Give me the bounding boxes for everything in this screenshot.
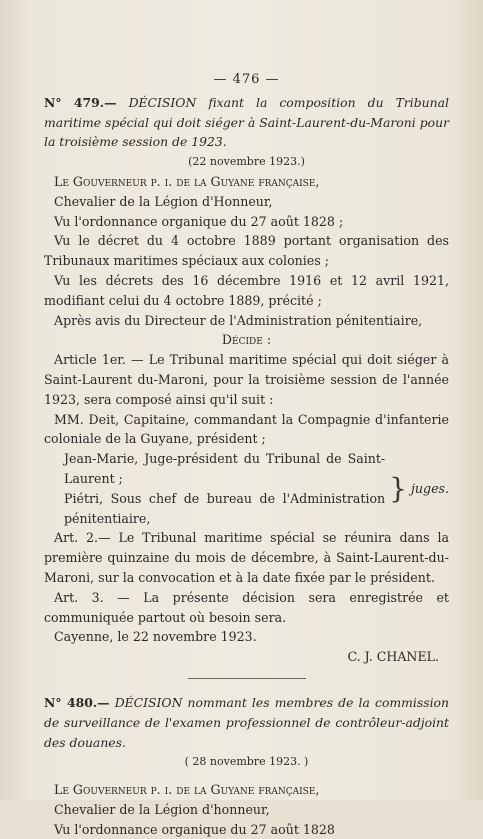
section-divider <box>188 678 306 679</box>
decision-479-apres: Après avis du Directeur de l'Administration pénitentiaire, <box>54 312 423 328</box>
text-column <box>44 70 449 839</box>
decision-479-gouverneur: Le Gouverneur p. i. de la Guyane française, <box>54 173 320 189</box>
decision-480-title: DÉCISION nommant les membres de la commission de surveillance de l'examen professionnel de contrôleur-adjoint des douanes. <box>44 694 449 750</box>
decision-479-number: N° 479.— <box>44 94 117 110</box>
decision-479-article-3: Art. 3. — La présente décision sera enregistrée et communiquée partout où besoin sera. <box>44 589 449 625</box>
judge-pietri: Piétri, Sous chef de bureau de l'Administration pénitentiaire, <box>64 490 386 526</box>
decision-479-place-date: Cayenne, le 22 novembre 1923. <box>54 629 257 645</box>
decision-479-decide: Décide : <box>221 332 272 348</box>
decision-480-heading <box>44 693 449 752</box>
decision-479-article-2: Art. 2.— Le Tribunal maritime spécial se réunira dans la première quinzaine du mois de décembre, à Saint-Laurent-du-Maroni, sur la convocation et à la date fixée par le président. <box>44 530 449 585</box>
decision-479-heading <box>44 93 449 152</box>
decision-479-president: MM. Deit, Capitaine, commandant la Compagnie d'infanterie coloniale de la Guyane, président ; <box>44 411 449 447</box>
decision-479-chevalier: Chevalier de la Légion d'Honneur, <box>54 193 273 209</box>
decision-480-number: N° 480.— <box>44 694 110 710</box>
decision-480-vu-1: Vu l'ordonnance organique du 27 août 1828 <box>54 821 335 837</box>
judges-block <box>64 449 449 528</box>
decision-479-vu-2: Vu le décret du 4 octobre 1889 portant organisation des Tribunaux maritimes spéciaux aux colonies ; <box>44 233 449 269</box>
decision-479-article-1: Article 1er. — Le Tribunal maritime spécial qui doit siéger à Saint-Laurent du-Maroni, pour la troisième session de l'année 1923, sera composé ainsi qu'il suit : <box>44 352 449 407</box>
brace-icon: } <box>389 471 407 505</box>
decision-479-date: (22 novembre 1923.) <box>188 155 305 169</box>
page-number: — 476 — <box>213 72 280 87</box>
decision-480-gouverneur: Le Gouverneur p. i. de la Guyane française, <box>54 782 320 798</box>
judges-label: juges. <box>411 480 449 496</box>
decision-479-signature: C. J. CHANEL. <box>347 649 439 665</box>
decision-479-vu-1: Vu l'ordonnance organique du 27 août 1828 ; <box>54 213 344 229</box>
judge-jean-marie: Jean-Marie, Juge-président du Tribunal de Saint-Laurent ; <box>64 451 386 486</box>
decision-479-title: DÉCISION fixant la composition du Tribunal maritime spécial qui doit siéger à Saint-Laurent-du-Maroni pour la troisième session de 1923. <box>44 94 449 150</box>
decision-479-vu-3: Vu les décrets des 16 décembre 1916 et 12 avril 1921, modifiant celui du 4 octobre 1889, précité ; <box>44 272 449 308</box>
decision-480-date: ( 28 novembre 1923. ) <box>184 755 309 769</box>
decision-480-chevalier: Chevalier de la Légion d'honneur, <box>54 801 270 817</box>
judges-list <box>64 449 385 528</box>
